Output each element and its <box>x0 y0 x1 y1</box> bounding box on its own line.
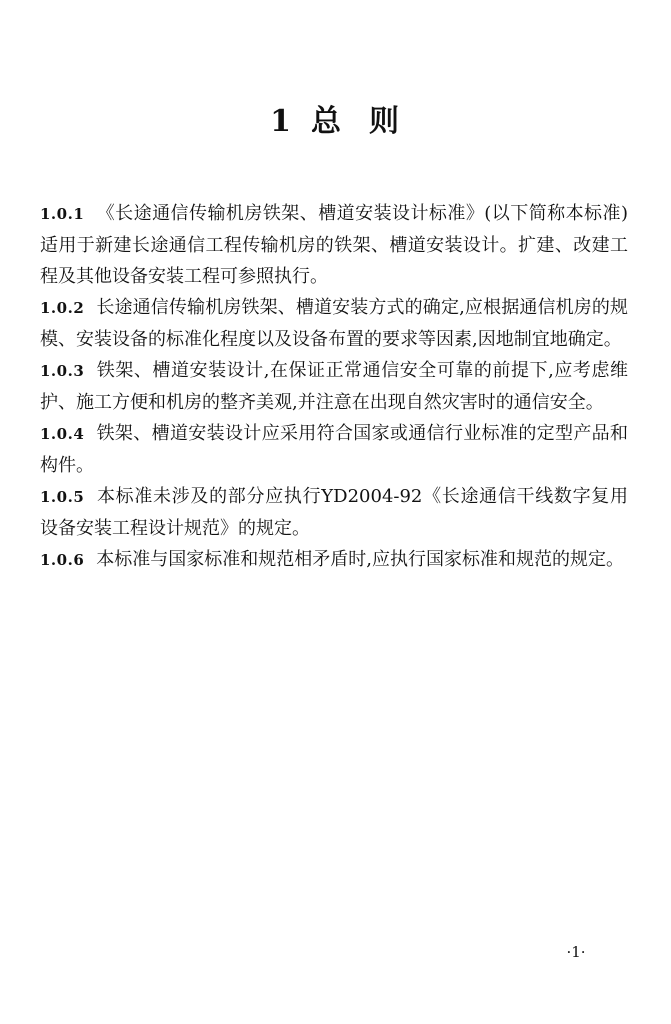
clause-1-0-5 <box>40 481 628 544</box>
chapter-title-part1: 总 <box>310 104 343 139</box>
clause-number: 1.0.4 <box>40 425 85 443</box>
clause-number: 1.0.5 <box>40 488 85 506</box>
clause-1-0-6 <box>40 544 628 576</box>
page-number: ·1· <box>566 943 586 961</box>
clause-list <box>40 198 628 576</box>
clause-number: 1.0.6 <box>40 551 85 569</box>
clause-text: 本标准与国家标准和规范相矛盾时,应执行国家标准和规范的规定。 <box>96 549 624 570</box>
clause-1-0-1 <box>40 198 628 292</box>
clause-text: 长途通信传输机房铁架、槽道安装方式的确定,应根据通信机房的规模、安装设备的标准化程度以及设备布置的要求等因素,因地制宜地确定。 <box>40 297 628 350</box>
chapter-number: 1 <box>270 104 293 139</box>
clause-text: 铁架、槽道安装设计,在保证正常通信安全可靠的前提下,应考虑维护、施工方便和机房的整齐美观,并注意在出现自然灾害时的通信安全。 <box>40 360 628 413</box>
clause-1-0-3 <box>40 355 628 418</box>
clause-number: 1.0.2 <box>40 299 85 317</box>
clause-1-0-4 <box>40 418 628 481</box>
clause-text: 本标准未涉及的部分应执行YD2004-92《长途通信干线数字复用设备安装工程设计规范》的规定。 <box>40 486 628 539</box>
clause-1-0-2 <box>40 292 628 355</box>
chapter-title <box>0 100 671 144</box>
clause-number: 1.0.1 <box>40 205 85 223</box>
clause-text: 《长途通信传输机房铁架、槽道安装设计标准》(以下简称本标准)适用于新建长途通信工程传输机房的铁架、槽道安装设计。扩建、改建工程及其他设备安装工程可参照执行。 <box>40 203 628 287</box>
clause-text: 铁架、槽道安装设计应采用符合国家或通信行业标准的定型产品和构件。 <box>40 423 628 476</box>
chapter-title-part2: 则 <box>368 104 401 139</box>
clause-number: 1.0.3 <box>40 362 85 380</box>
